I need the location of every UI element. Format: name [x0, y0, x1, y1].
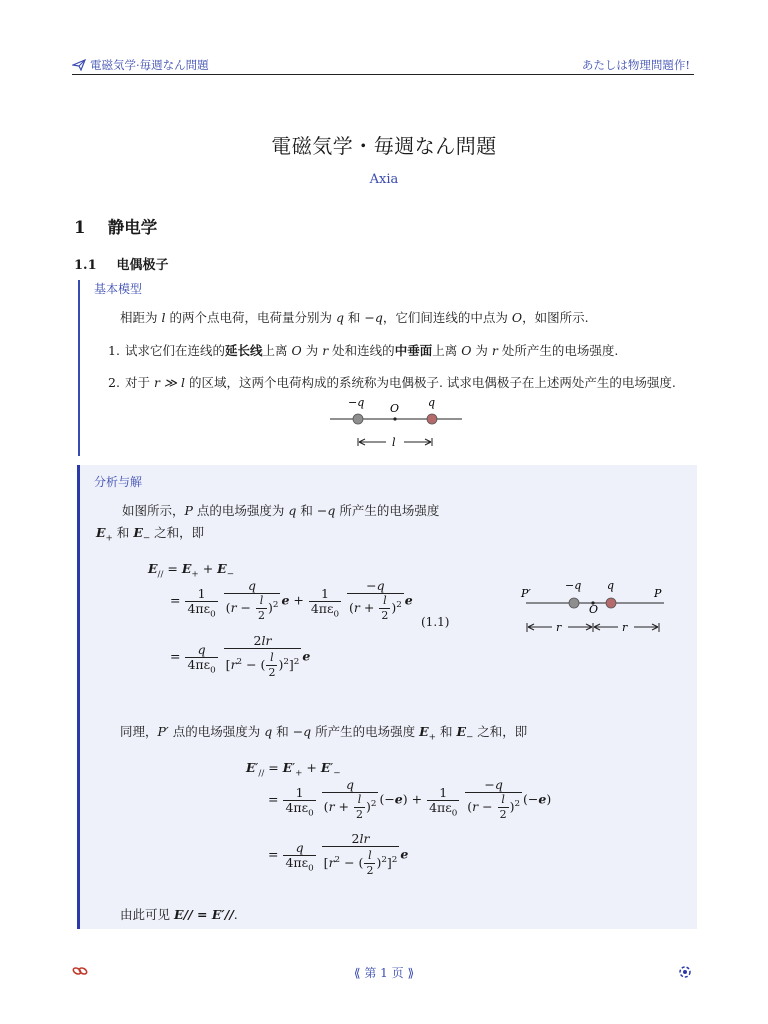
r-left-label: r	[556, 621, 562, 634]
subsection-number: 1.1	[74, 258, 97, 273]
prev-page-icon[interactable]: ⟪	[353, 966, 361, 980]
page-header	[72, 56, 694, 75]
document-author: Axia	[369, 172, 399, 187]
solution-para-1b: $E_+$ 和 $E_-$ 之和，即	[96, 525, 205, 544]
settings-icon[interactable]	[678, 965, 692, 982]
section-number: 1	[74, 218, 86, 237]
model-box	[78, 280, 696, 456]
model-box-label: 基本模型	[94, 282, 143, 296]
r-right-label: r	[622, 621, 628, 634]
eq1-line-1: $E_{//} = E_+ + E_-$	[148, 561, 235, 580]
solution-para-3: 由此可见 E// = E′//.	[120, 907, 238, 922]
header-left-text: 電磁気学·毎週なん問題	[90, 58, 209, 72]
eq2-line-2: = $\frac{1}{4\pi\varepsilon_0}$ q (r + $\frac{l}{2}$ )$^2$ (−e) + $\frac{1}{4\pi\varepsilon_0}$ −q (r − $\frac{l}{2}$ )$^2$ (−e)	[268, 777, 552, 821]
solution-para-1: 如图所示，P 点的电场强度为 q 和 −q 所产生的电场强度	[122, 503, 440, 518]
dipole-figure-2	[516, 578, 668, 640]
next-page-icon[interactable]: ⟫	[407, 966, 415, 980]
paper-plane-icon	[72, 59, 86, 71]
solution-box-label: 分析与解	[94, 475, 143, 489]
center-label-2: O	[589, 603, 599, 616]
eq1-line-2: = $\frac{1}{4\pi\varepsilon_0}$ q (r − $\frac{l}{2}$ )$^2$ e + $\frac{1}{4\pi\varepsilon_0}$ −q (r + $\frac{l}{2}$ )$^2$ e	[170, 578, 413, 622]
p-label: P	[654, 587, 662, 600]
positive-charge	[427, 414, 437, 424]
negative-charge	[353, 414, 363, 424]
header-left	[72, 57, 209, 73]
section-heading	[74, 214, 157, 238]
subsection-title: 电偶极子	[116, 258, 169, 273]
document-title: 電磁気学・毎週なん問題	[271, 134, 497, 158]
p-prime-label: P′	[521, 587, 531, 600]
question-item-1: 1. 试求它们在连线的延长线上离 O 为 r 处和连线的中垂面上离 O 为 r 处所产生的电场强度.	[108, 343, 619, 358]
eq2-line-1: $E'_{//} = E'_+ + E'_-$	[246, 760, 341, 779]
section-title: 静电学	[107, 218, 158, 237]
eq1-line-3: = $\frac{q}{4\pi\varepsilon_0}$ 2lr [$r^2$ − ( $\frac{l}{2}$ )$^2$]$^2$ e	[170, 633, 311, 679]
pos-charge-label-2: q	[607, 579, 615, 592]
header-right-text: あたしは物理問題作!	[581, 58, 690, 72]
eq2-line-3: = $\frac{q}{4\pi\varepsilon_0}$ 2lr [$r^2$ − ( $\frac{l}{2}$ )$^2$]$^2$ e	[268, 831, 409, 877]
page-number: ⟪ 第 1 页 ⟫	[353, 966, 415, 980]
negative-charge-2	[569, 598, 579, 608]
neg-charge-label: −q	[348, 396, 365, 409]
positive-charge-2	[606, 598, 616, 608]
length-label: l	[392, 436, 396, 449]
question-item-2: 2. 对于 r ≫ l 的区域，这两个电荷构成的系统称为电偶极子. 试求电偶极子在上述两处产生的电场强度.	[108, 375, 676, 390]
model-intro: 相距为 l 的两个点电荷，电荷量分别为 q 和 −q，它们间连线的中点为 O，如图所示.	[120, 310, 589, 325]
dipole-figure	[320, 392, 480, 450]
solution-para-2: 同理，P′ 点的电场强度为 q 和 −q 所产生的电场强度 $E_+$ 和 $E_-$ 之和，即	[120, 724, 528, 743]
pos-charge-label: q	[428, 396, 436, 409]
center-label: O	[390, 402, 400, 415]
neg-charge-label-2: −q	[565, 579, 582, 592]
equation-number: (1.1)	[421, 615, 450, 629]
center-point	[393, 417, 396, 420]
subsection-heading	[74, 254, 169, 273]
